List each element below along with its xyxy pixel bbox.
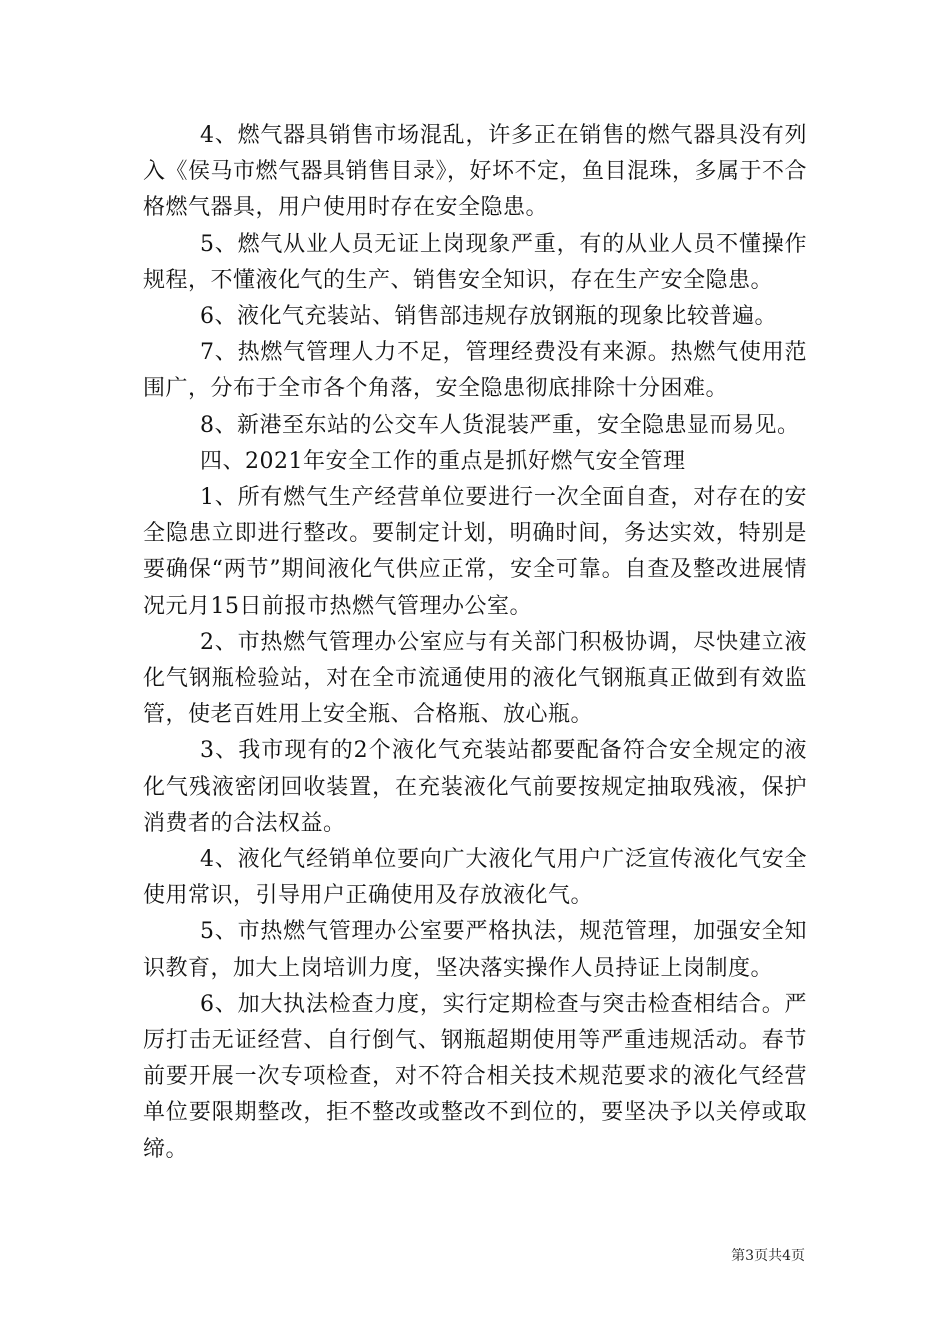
paragraph-task-1-self-inspection: 1、所有燃气生产经营单位要进行一次全面自查，对存在的安全隐患立即进行整改。要制定计划，明确时间，务达实效，特别是要确保“两节”期间液化气供应正常，安全可靠。自查及整改进展情况元月15日前报市热燃气管理办公室。	[143, 485, 807, 619]
paragraph-task-5-law-enforcement: 5、市热燃气管理办公室要严格执法，规范管理，加强安全知识教育，加大上岗培训力度，坚决落实操作人员持证上岗制度。	[143, 919, 807, 981]
paragraph-item-4-gas-appliances: 4、燃气器具销售市场混乱，许多正在销售的燃气器具没有列入《侯马市燃气器具销售目录》，好坏不定，鱼目混珠，多属于不合格燃气器具，用户使用时存在安全隐患。	[143, 123, 808, 221]
paragraph-item-8-bus-cargo: 8、新港至东站的公交车人货混装严重，安全隐患显而易见。	[200, 412, 800, 438]
paragraph-task-6-inspection: 6、加大执法检查力度，实行定期检查与突击检查相结合。严厉打击无证经营、自行倒气、钢瓶超期使用等严重违规活动。春节前要开展一次专项检查，对不符合相关技术规范要求的液化气经营单位要限期整改，拒不整改或整改不到位的，要坚决予以关停或取缔。	[143, 991, 807, 1162]
paragraph-task-2-cylinder-station: 2、市热燃气管理办公室应与有关部门积极协调，尽快建立液化气钢瓶检验站，对在全市流通使用的液化气钢瓶真正做到有效监管，使老百姓用上安全瓶、合格瓶、放心瓶。	[143, 629, 807, 728]
paragraph-item-5-unlicensed-staff: 5、燃气从业人员无证上岗现象严重，有的从业人员不懂操作规程，不懂液化气的生产、销售安全知识，存在生产安全隐患。	[143, 231, 807, 293]
paragraph-item-6-cylinder-storage: 6、液化气充装站、销售部违规存放钢瓶的现象比较普遍。	[200, 304, 777, 330]
paragraph-task-4-publicity: 4、液化气经销单位要向广大液化气用户广泛宣传液化气安全使用常识，引导用户正确使用及存放液化气。	[143, 847, 807, 909]
page-number-footer: 第3页共4页	[731, 1248, 805, 1264]
document-body	[143, 118, 807, 1168]
paragraph-item-7-management-staff: 7、热燃气管理人力不足，管理经费没有来源。热燃气使用范围广，分布于全市各个角落，安全隐患彻底排除十分困难。	[143, 340, 807, 402]
paragraph-task-3-residual-recovery: 3、我市现有的2个液化气充装站都要配备符合安全规定的液化气残液密闭回收装置，在充装液化气前要按规定抽取残液，保护消费者的合法权益。	[143, 738, 807, 836]
section-heading-four: 四、2021年安全工作的重点是抓好燃气安全管理	[200, 448, 686, 474]
